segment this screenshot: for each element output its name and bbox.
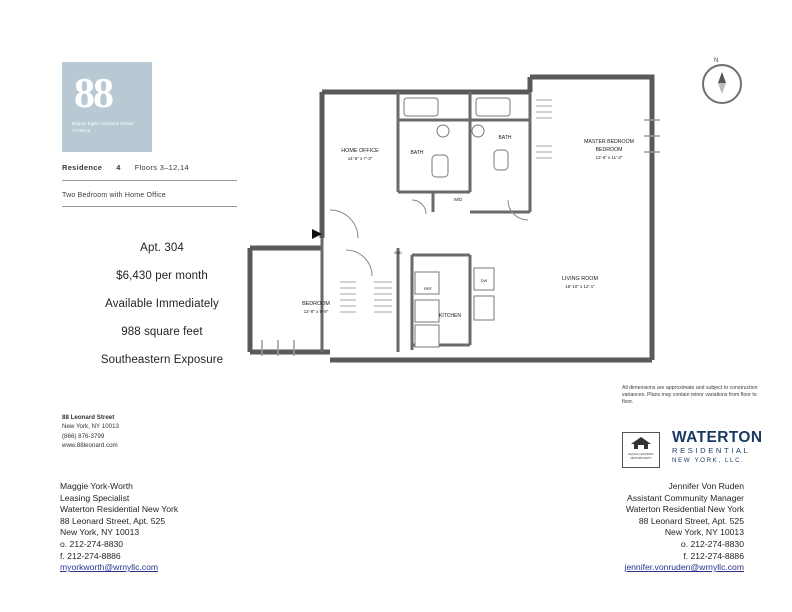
agent-right-name: Jennifer Von Ruden — [668, 481, 744, 491]
equal-housing-icon — [622, 432, 660, 468]
residence-label: Residence — [62, 163, 103, 172]
waterton-sub2: NEW YORK, LLC. — [672, 457, 745, 464]
agent-right-fax: f. 212-274-8886 — [683, 550, 744, 561]
feature-list — [62, 242, 262, 382]
agent-right-address1: 88 Leonard Street, Apt. 525 — [638, 515, 744, 526]
room-label-bath-1: BATH — [410, 150, 424, 156]
divider-top — [62, 180, 237, 181]
feature-size: 988 square feet — [121, 326, 203, 338]
room-dims-master-bedroom: 12'-6" x 11'-3" — [595, 155, 623, 160]
agent-right-address2: New York, NY 10013 — [664, 527, 744, 538]
divider-bottom — [62, 206, 237, 207]
logo-mark: 88 — [74, 71, 112, 117]
agent-left-phone: o. 212-274-8830 — [60, 538, 124, 549]
address-phone: (866) 876-3799 — [62, 432, 105, 440]
logo-tagline-line2: Tri Beca — [72, 128, 91, 133]
agent-right-title: Assistant Community Manager — [626, 492, 744, 503]
agent-left-company: Waterton Residential New York — [60, 504, 179, 515]
room-label-bedroom: BEDROOM — [302, 301, 330, 307]
agent-card-left — [60, 481, 178, 574]
feature-apartment: Apt. 304 — [140, 242, 184, 254]
logo-tagline-line1: Eighty Eight Leonard Street — [72, 121, 134, 126]
room-label-dishwasher: DW — [480, 278, 488, 283]
waterton-name: WATERTON — [672, 429, 763, 446]
eho-line1: EQUAL HOUSING — [628, 452, 654, 456]
feature-exposure: Southeastern Exposure — [100, 354, 224, 366]
residence-header — [62, 163, 242, 172]
floorplan-drawing — [240, 50, 710, 410]
waterton-logo — [672, 430, 762, 465]
agent-right-phone: o. 212-274-8830 — [680, 538, 744, 549]
room-label-washer-dryer-2: W/D — [394, 250, 402, 255]
agent-left-address1: 88 Leonard Street, Apt. 525 — [60, 515, 166, 526]
agent-left-address2: New York, NY 10013 — [60, 527, 140, 538]
building-logo — [62, 62, 152, 152]
address-website[interactable]: www.88leonard.com — [62, 442, 118, 450]
building-address — [62, 413, 119, 451]
residence-description: Two Bedroom with Home Office — [62, 192, 166, 199]
room-label-master-bedroom-2: BEDROOM — [595, 147, 623, 153]
agent-left-email[interactable]: myorkworth@wrnyllc.com — [60, 562, 159, 573]
agent-left-title: Leasing Specialist — [60, 492, 130, 503]
waterton-sub: RESIDENTIAL — [672, 446, 751, 455]
room-label-washer-dryer: W/D — [453, 197, 463, 202]
residence-number: 4 — [116, 163, 121, 172]
room-label-living-room: LIVING ROOM — [562, 276, 598, 282]
agent-card-right — [624, 481, 744, 574]
agent-left-name: Maggie York-Worth — [60, 481, 133, 491]
eho-line2: OPPORTUNITY — [630, 456, 652, 460]
house-icon — [630, 436, 652, 450]
agent-right-email[interactable]: jennifer.vonruden@wrnyllc.com — [624, 562, 744, 573]
room-label-master-bedroom: MASTER BEDROOM — [584, 139, 634, 145]
disclaimer-text: All dimensions are approximate and subject to construction variances. Plans may contain minor variations from floor to floor. — [622, 385, 758, 405]
agent-left-fax: f. 212-274-8886 — [60, 550, 121, 561]
agent-right-company: Waterton Residential New York — [625, 504, 744, 515]
feature-availability: Available Immediately — [105, 298, 219, 310]
room-label-home-office: HOME OFFICE — [341, 148, 379, 154]
room-label-bath-2: BATH — [498, 135, 512, 141]
room-dims-living-room: 18'-10" x 12'-1" — [565, 284, 595, 289]
room-dims-home-office: 14'-6" x 7'-3" — [347, 156, 373, 161]
room-label-kitchen: KITCHEN — [439, 313, 461, 319]
feature-price: $6,430 per month — [116, 270, 208, 282]
address-street: 88 Leonard Street — [62, 414, 115, 421]
floors-value: 3–12,14 — [159, 163, 189, 172]
address-city: New York, NY 10013 — [62, 423, 119, 431]
compass-north-label: N — [714, 58, 719, 64]
room-dims-bedroom: 12'-8" x 9'-9" — [303, 309, 329, 314]
logo-tagline — [72, 120, 146, 134]
room-label-refrigerator: REF — [424, 286, 432, 291]
floors-label: Floors — [134, 163, 158, 172]
